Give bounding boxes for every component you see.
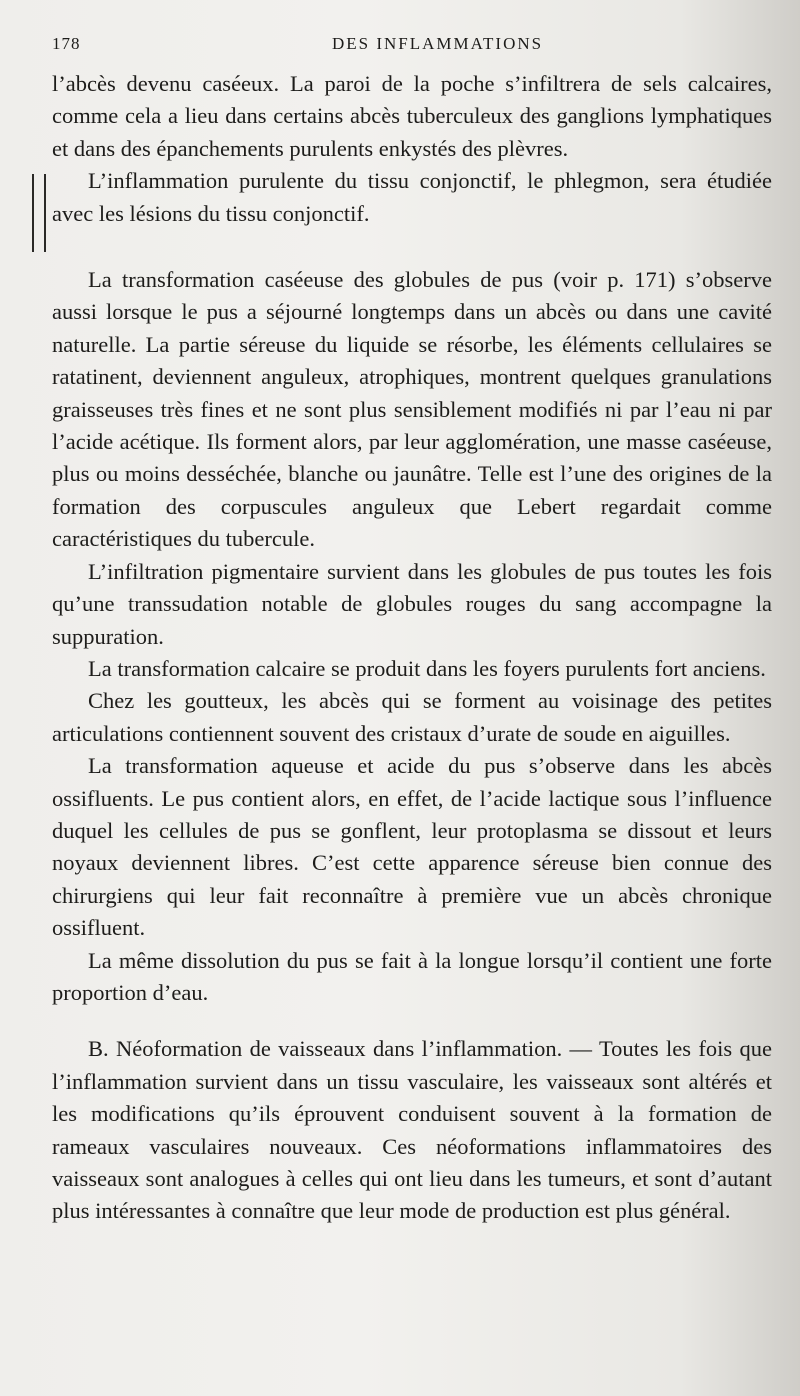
body-text <box>52 68 772 1228</box>
paragraph-transformation-aqueuse: La transformation aqueuse et acide du pus s’observe dans les abcès ossifluents. Le pus contient alors, en effet, de l’acide lactique sous l’influence duquel les cellules de pus se gonflent, leur protoplasma se dissout et leurs noyaux deviennent libres. C’est cette apparence séreuse bien connue des chirurgiens qui leur fait reconnaître à première vue un abcès chronique ossifluent. <box>52 753 772 941</box>
running-title: DES INFLAMMATIONS <box>332 34 544 53</box>
paragraph-phlegmon: L’inflammation purulente du tissu conjonctif, le phlegmon, sera étudiée avec les lésions du tissu conjonctif. <box>52 168 772 226</box>
paragraph-neoformation-vaisseaux: B. Néoformation de vaisseaux dans l’inflammation. — Toutes les fois que l’inflammation survient dans un tissu vasculaire, les vaisseaux sont altérés et les modifications qu’ils éprouvent conduisent souvent à la formation de rameaux vasculaires nouveaux. Ces néoformations inflammatoires des vaisseaux sont analogues à celles qui ont lieu dans les tumeurs, et sont d’autant plus intéressantes à connaître que leur mode de production est plus général. <box>52 1036 772 1224</box>
paragraph-infiltration-pigmentaire: L’infiltration pigmentaire survient dans les globules de pus toutes les fois qu’une transsudation notable de globules rouges du sang accompagne la suppuration. <box>52 558 772 649</box>
paragraph-dissolution: La même dissolution du pus se fait à la longue lorsqu’il contient une forte proportion d’eau. <box>52 947 772 1005</box>
page-number: 178 <box>52 34 81 53</box>
margin-double-bar <box>32 174 46 252</box>
paragraph-transformation-calcaire: La transformation calcaire se produit dans les foyers purulents fort anciens. <box>88 655 766 681</box>
page-header <box>52 34 772 60</box>
paragraph-transformation-caseeuse: La transformation caséeuse des globules de pus (voir p. 171) s’observe aussi lorsque le pus a séjourné longtemps dans un abcès ou dans une cavité naturelle. La partie séreuse du liquide se résorbe, les éléments cellulaires se ratatinent, deviennent anguleux, atrophiques, montrent quelques granulations graisseuses très fines et ne sont plus sensiblement modifiés ni par l’eau ni par l’acide acétique. Ils forment alors, par leur agglomération, une masse caséeuse, plus ou moins desséchée, blanche ou jaunâtre. Telle est l’une des origines de la formation des corpuscules anguleux que Lebert regardait comme caractéristiques du tubercule. <box>52 267 772 552</box>
paragraph-goutteux: Chez les goutteux, les abcès qui se forment au voisinage des petites articulations contiennent souvent des cristaux d’urate de soude en aiguilles. <box>52 688 772 746</box>
paragraph-abces-caseeux: l’abcès devenu caséeux. La paroi de la poche s’infiltrera de sels calcaires, comme cela a lieu dans certains abcès tuberculeux des ganglions lymphatiques et dans des épanchements purulents enkystés des plèvres. <box>52 71 772 161</box>
